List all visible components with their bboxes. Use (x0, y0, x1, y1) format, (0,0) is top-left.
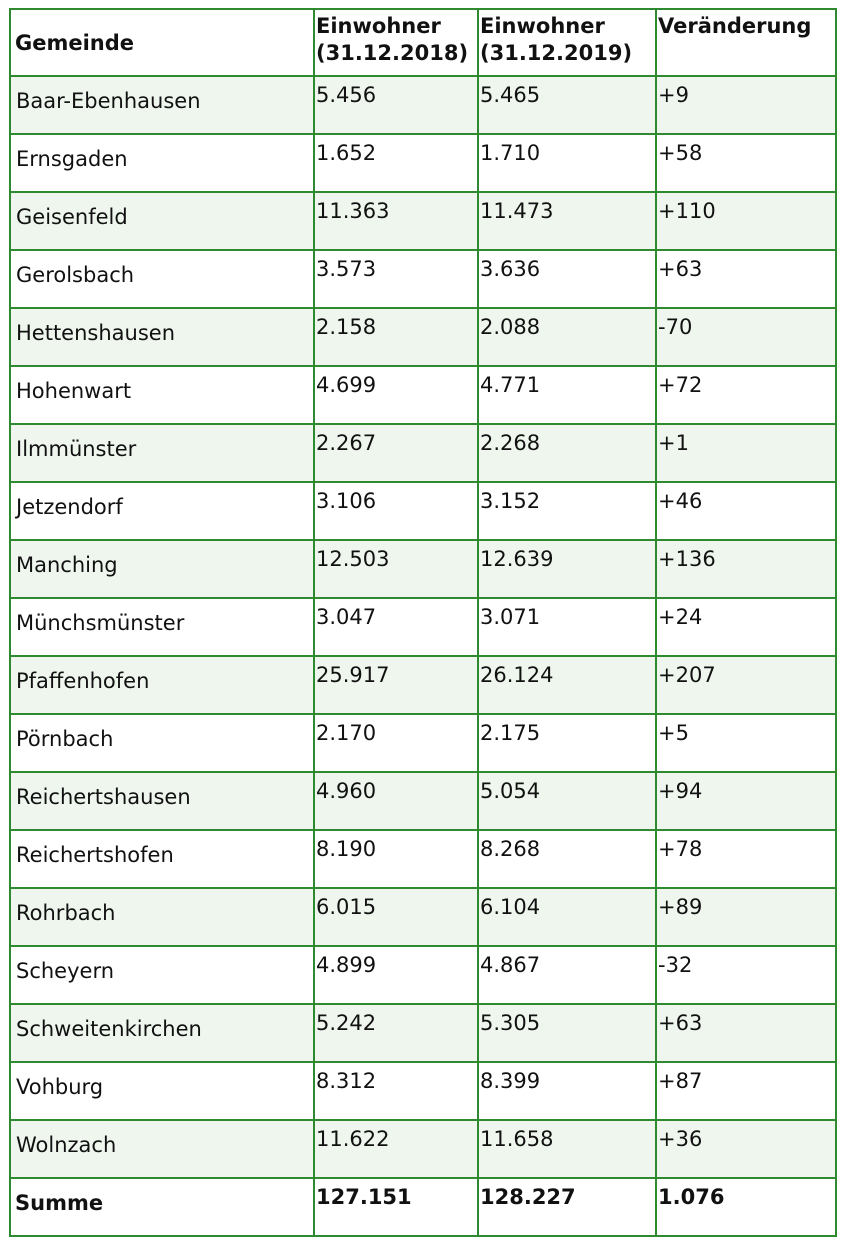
cell-gemeinde: Reichertshofen (10, 830, 314, 888)
population-table-container (9, 8, 837, 1237)
cell-veraenderung: +9 (656, 76, 836, 134)
cell-veraenderung: +78 (656, 830, 836, 888)
cell-veraenderung: +63 (656, 1004, 836, 1062)
cell-einwohner-2019: 5.054 (478, 772, 656, 830)
cell-einwohner-2019: 2.088 (478, 308, 656, 366)
cell-gemeinde: Hettenshausen (10, 308, 314, 366)
cell-gemeinde: Ernsgaden (10, 134, 314, 192)
cell-einwohner-2018: 25.917 (314, 656, 478, 714)
header-einwohner-2018-line1: Einwohner (316, 14, 441, 38)
table-row (10, 1062, 836, 1120)
cell-gemeinde: Hohenwart (10, 366, 314, 424)
cell-veraenderung: +94 (656, 772, 836, 830)
cell-gemeinde: Baar-Ebenhausen (10, 76, 314, 134)
cell-einwohner-2019: 4.867 (478, 946, 656, 1004)
cell-veraenderung: +207 (656, 656, 836, 714)
header-veraenderung: Veränderung (656, 9, 836, 76)
cell-einwohner-2019: 3.636 (478, 250, 656, 308)
table-row (10, 772, 836, 830)
total-einwohner-2018: 127.151 (314, 1178, 478, 1236)
cell-einwohner-2018: 3.106 (314, 482, 478, 540)
cell-gemeinde: Wolnzach (10, 1120, 314, 1178)
cell-einwohner-2019: 8.399 (478, 1062, 656, 1120)
cell-veraenderung: +87 (656, 1062, 836, 1120)
table-row (10, 366, 836, 424)
cell-einwohner-2018: 8.190 (314, 830, 478, 888)
table-row (10, 76, 836, 134)
table-row (10, 192, 836, 250)
table-row (10, 888, 836, 946)
cell-veraenderung: +63 (656, 250, 836, 308)
cell-einwohner-2018: 3.047 (314, 598, 478, 656)
cell-gemeinde: Ilmmünster (10, 424, 314, 482)
cell-veraenderung: +72 (656, 366, 836, 424)
cell-gemeinde: Vohburg (10, 1062, 314, 1120)
cell-einwohner-2018: 5.456 (314, 76, 478, 134)
cell-einwohner-2018: 11.363 (314, 192, 478, 250)
table-row (10, 308, 836, 366)
cell-einwohner-2018: 5.242 (314, 1004, 478, 1062)
cell-einwohner-2019: 11.473 (478, 192, 656, 250)
table-row (10, 1004, 836, 1062)
cell-veraenderung: +24 (656, 598, 836, 656)
cell-veraenderung: +58 (656, 134, 836, 192)
header-einwohner-2018 (314, 9, 478, 76)
cell-einwohner-2019: 5.305 (478, 1004, 656, 1062)
cell-gemeinde: Gerolsbach (10, 250, 314, 308)
cell-einwohner-2018: 8.312 (314, 1062, 478, 1120)
table-row (10, 714, 836, 772)
cell-gemeinde: Schweitenkirchen (10, 1004, 314, 1062)
table-row (10, 424, 836, 482)
cell-einwohner-2018: 12.503 (314, 540, 478, 598)
cell-gemeinde: Pörnbach (10, 714, 314, 772)
cell-veraenderung: +36 (656, 1120, 836, 1178)
cell-gemeinde: Rohrbach (10, 888, 314, 946)
table-row (10, 830, 836, 888)
cell-einwohner-2019: 8.268 (478, 830, 656, 888)
cell-veraenderung: +46 (656, 482, 836, 540)
total-veraenderung: 1.076 (656, 1178, 836, 1236)
cell-einwohner-2018: 4.899 (314, 946, 478, 1004)
table-row (10, 946, 836, 1004)
cell-einwohner-2019: 12.639 (478, 540, 656, 598)
header-einwohner-2018-line2: (31.12.2018) (316, 41, 469, 65)
cell-veraenderung: +136 (656, 540, 836, 598)
header-einwohner-2019-line2: (31.12.2019) (480, 41, 633, 65)
cell-einwohner-2018: 11.622 (314, 1120, 478, 1178)
cell-einwohner-2019: 11.658 (478, 1120, 656, 1178)
cell-gemeinde: Geisenfeld (10, 192, 314, 250)
cell-einwohner-2019: 3.152 (478, 482, 656, 540)
cell-einwohner-2018: 2.170 (314, 714, 478, 772)
table-row (10, 656, 836, 714)
cell-einwohner-2018: 4.960 (314, 772, 478, 830)
total-label: Summe (10, 1178, 314, 1236)
cell-einwohner-2019: 1.710 (478, 134, 656, 192)
cell-veraenderung: +89 (656, 888, 836, 946)
cell-einwohner-2019: 2.268 (478, 424, 656, 482)
total-einwohner-2019: 128.227 (478, 1178, 656, 1236)
population-table (9, 8, 837, 1237)
cell-gemeinde: Jetzendorf (10, 482, 314, 540)
cell-einwohner-2019: 6.104 (478, 888, 656, 946)
cell-einwohner-2019: 5.465 (478, 76, 656, 134)
cell-einwohner-2019: 2.175 (478, 714, 656, 772)
cell-veraenderung: +1 (656, 424, 836, 482)
cell-einwohner-2018: 3.573 (314, 250, 478, 308)
cell-einwohner-2018: 1.652 (314, 134, 478, 192)
cell-gemeinde: Münchsmünster (10, 598, 314, 656)
table-row (10, 134, 836, 192)
cell-einwohner-2018: 2.267 (314, 424, 478, 482)
cell-gemeinde: Scheyern (10, 946, 314, 1004)
cell-gemeinde: Manching (10, 540, 314, 598)
header-gemeinde: Gemeinde (10, 9, 314, 76)
cell-gemeinde: Pfaffenhofen (10, 656, 314, 714)
table-body (10, 76, 836, 1178)
cell-veraenderung: -32 (656, 946, 836, 1004)
cell-veraenderung: +5 (656, 714, 836, 772)
header-einwohner-2019 (478, 9, 656, 76)
cell-einwohner-2018: 2.158 (314, 308, 478, 366)
cell-einwohner-2019: 3.071 (478, 598, 656, 656)
cell-einwohner-2018: 4.699 (314, 366, 478, 424)
cell-einwohner-2019: 4.771 (478, 366, 656, 424)
table-row (10, 1120, 836, 1178)
header-einwohner-2019-line1: Einwohner (480, 14, 605, 38)
total-row (10, 1178, 836, 1236)
cell-einwohner-2018: 6.015 (314, 888, 478, 946)
table-row (10, 598, 836, 656)
cell-veraenderung: -70 (656, 308, 836, 366)
table-row (10, 540, 836, 598)
cell-gemeinde: Reichertshausen (10, 772, 314, 830)
table-row (10, 482, 836, 540)
table-row (10, 250, 836, 308)
table-header-row (10, 9, 836, 76)
cell-einwohner-2019: 26.124 (478, 656, 656, 714)
cell-veraenderung: +110 (656, 192, 836, 250)
